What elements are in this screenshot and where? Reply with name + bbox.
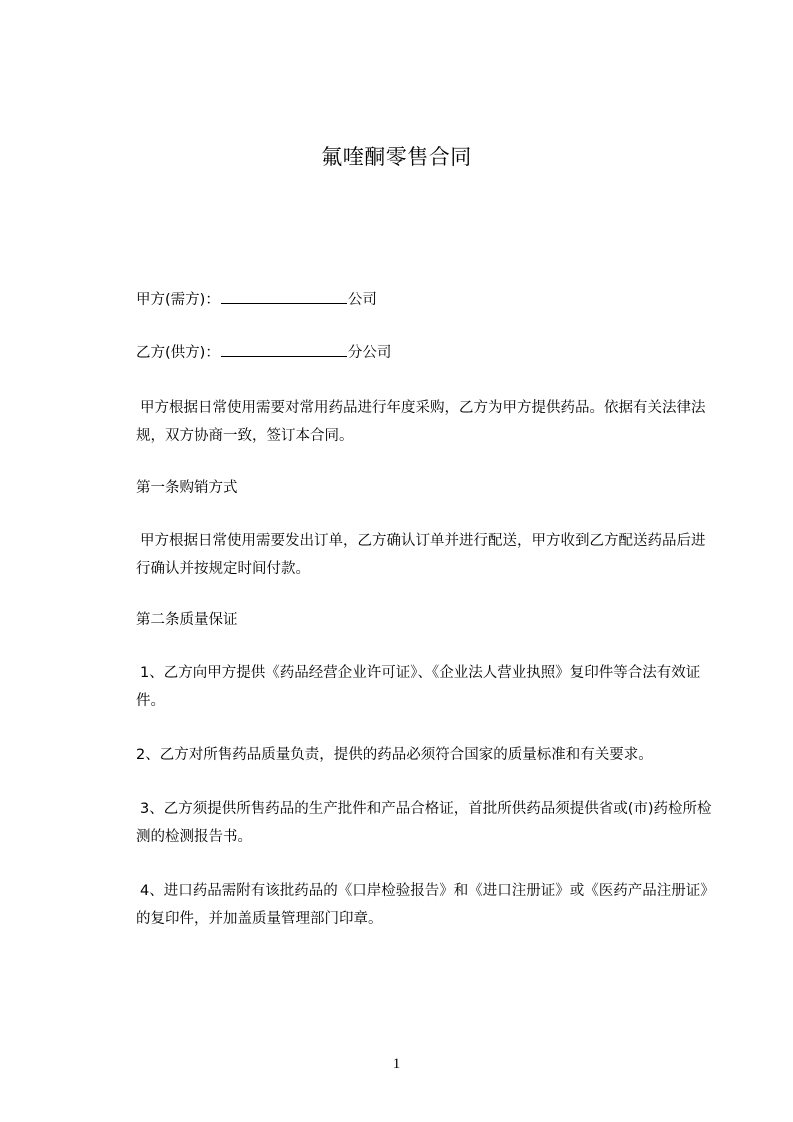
article1-title: 第一条购销方式 xyxy=(136,480,238,496)
party-a-blank xyxy=(221,290,347,304)
article2-item-4: 4、进口药品需附有该批药品的《口岸检验报告》和《进口注册证》或《医药产品注册证》的复印件，并加盖质量管理部门印章。 xyxy=(136,883,715,927)
intro-paragraph: 甲方根据日常使用需要对常用药品进行年度采购，乙方为甲方提供药品。依据有关法律法规，双方协商一致，签订本合同。 xyxy=(136,400,706,444)
document-title: 氟喹酮零售合同 xyxy=(321,145,472,169)
party-a-line xyxy=(136,290,377,310)
article2-item-2: 2、乙方对所售药品质量负责，提供的药品必须符合国家的质量标准和有关要求。 xyxy=(136,747,653,763)
party-b-line xyxy=(136,343,391,363)
party-b-label: 乙方(供方)： xyxy=(136,345,220,361)
article2-title: 第二条质量保证 xyxy=(136,612,238,628)
party-a-label: 甲方(需方)： xyxy=(136,292,220,308)
article1-text: 甲方根据日常使用需要发出订单，乙方确认订单并进行配送，甲方收到乙方配送药品后进行确认并按规定时间付款。 xyxy=(136,533,706,577)
party-b-suffix: 分公司 xyxy=(347,345,392,361)
page-number: 1 xyxy=(392,1056,401,1072)
article2-item-3: 3、乙方须提供所售药品的生产批件和产品合格证，首批所供药品须提供省或(市)药检所检测的检测报告书。 xyxy=(136,801,712,845)
article2-item-1: 1、乙方向甲方提供《药品经营企业许可证》、《企业法人营业执照》复印件等合法有效证件。 xyxy=(136,665,701,709)
party-a-suffix: 公司 xyxy=(347,292,377,308)
party-b-blank xyxy=(221,343,347,357)
